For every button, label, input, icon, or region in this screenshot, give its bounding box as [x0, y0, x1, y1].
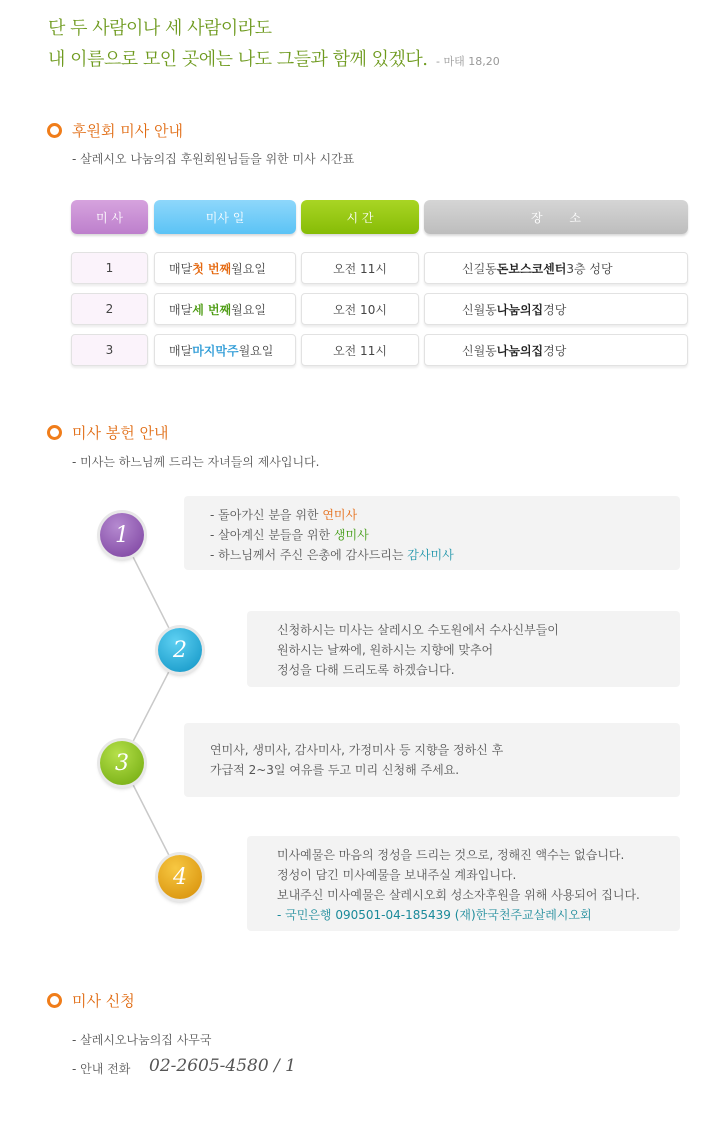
day-highlight: 세 번째	[192, 302, 232, 317]
header-time: 시 간	[301, 200, 419, 234]
mass-info-title: 후원회 미사 안내	[72, 122, 183, 140]
place-suffix: 3층 성당	[566, 261, 613, 276]
mass-time-cell: 오전 10시	[301, 293, 419, 325]
step-3-line-1: 연미사, 생미사, 감사미사, 가정미사 등 지향을 정하신 후	[210, 743, 504, 757]
place-suffix: 경당	[543, 302, 567, 317]
place-prefix: 신길동	[462, 261, 497, 276]
header-place: 장 소	[424, 200, 688, 234]
step-4-number-icon: 4	[158, 855, 202, 899]
mass-time-cell: 오전 11시	[301, 252, 419, 284]
place-highlight: 돈보스코센터	[496, 261, 567, 276]
place-prefix: 신월동	[462, 343, 497, 358]
step-2-line-3: 정성을 다해 드리도록 하겠습니다.	[277, 663, 455, 677]
step-2-box	[247, 611, 680, 687]
step-2-line-2: 원하시는 날짜에, 원하시는 지향에 맞추어	[277, 643, 494, 657]
day-prefix: 매달	[169, 343, 193, 358]
step-2-number-icon: 2	[158, 628, 202, 672]
step-text: - 돌아가신 분을 위한	[210, 508, 323, 522]
place-suffix: 경당	[543, 343, 567, 358]
day-highlight: 마지막주	[192, 343, 239, 358]
bank-account: - 국민은행 090501-04-185439 (재)한국천주교살레시오회	[277, 908, 592, 922]
step-1-number-icon: 1	[100, 513, 144, 557]
quote-line-1: 단 두 사람이나 세 사람이라도	[48, 18, 272, 39]
apply-title: 미사 신청	[72, 992, 135, 1010]
keyword-memorial-mass: 연미사	[322, 508, 358, 522]
mass-number-cell: 3	[71, 334, 148, 366]
quote-source: - 마태 18,20	[436, 55, 500, 68]
day-highlight: 첫 번째	[192, 261, 232, 276]
mass-number-cell: 2	[71, 293, 148, 325]
step-1-box	[184, 496, 680, 570]
apply-phone-label: - 안내 전화	[72, 1062, 131, 1076]
day-suffix: 월요일	[231, 261, 266, 276]
step-4-line-1: 미사예물은 마음의 정성을 드리는 것으로, 정해진 액수는 없습니다.	[277, 848, 625, 862]
step-3-line-2: 가급적 2~3일 여유를 두고 미리 신청해 주세요.	[210, 763, 460, 777]
keyword-thanks-mass: 감사미사	[407, 548, 454, 562]
day-prefix: 매달	[169, 302, 193, 317]
day-suffix: 월요일	[238, 343, 274, 358]
step-1-line-3	[210, 545, 680, 565]
place-prefix: 신월동	[462, 302, 497, 317]
quote-line-2: 내 이름으로 모인 곳에는 나도 그들과 함께 있겠다.	[48, 49, 428, 70]
offering-desc: - 미사는 하느님께 드리는 자녀들의 제사입니다.	[72, 455, 320, 469]
day-prefix: 매달	[169, 261, 193, 276]
step-text: - 하느님께서 주신 은총에 감사드리는	[210, 548, 408, 562]
step-3-box	[184, 723, 680, 797]
step-4-line-2: 정성이 담긴 미사예물을 보내주실 계좌입니다.	[277, 868, 517, 882]
step-2-line-1: 신청하시는 미사는 살레시오 수도원에서 수사신부들이	[277, 623, 559, 637]
keyword-living-mass: 생미사	[333, 528, 369, 542]
step-text: - 살아계신 분들을 위한	[210, 528, 334, 542]
apply-office: - 살레시오나눔의집 사무국	[72, 1033, 212, 1047]
place-highlight: 나눔의집	[496, 343, 544, 358]
step-1-line-2	[210, 525, 680, 545]
section-bullet-icon	[47, 993, 62, 1008]
day-suffix: 월요일	[231, 302, 266, 317]
mass-time-cell: 오전 11시	[301, 334, 419, 366]
step-3-number-icon: 3	[100, 741, 144, 785]
header-day: 미사 일	[154, 200, 296, 234]
apply-phone-number: 02-2605-4580 / 1	[149, 1056, 296, 1076]
header-mass: 미 사	[71, 200, 148, 234]
step-1-line-1	[210, 505, 680, 525]
step-4-box	[247, 836, 680, 931]
step-4-line-3: 보내주신 미사예물은 살레시오회 성소자후원을 위해 사용되어 집니다.	[277, 888, 640, 902]
offering-title: 미사 봉헌 안내	[72, 424, 169, 442]
place-highlight: 나눔의집	[496, 302, 544, 317]
mass-info-desc: - 살레시오 나눔의집 후원회원님들을 위한 미사 시간표	[72, 152, 355, 166]
mass-number-cell: 1	[71, 252, 148, 284]
